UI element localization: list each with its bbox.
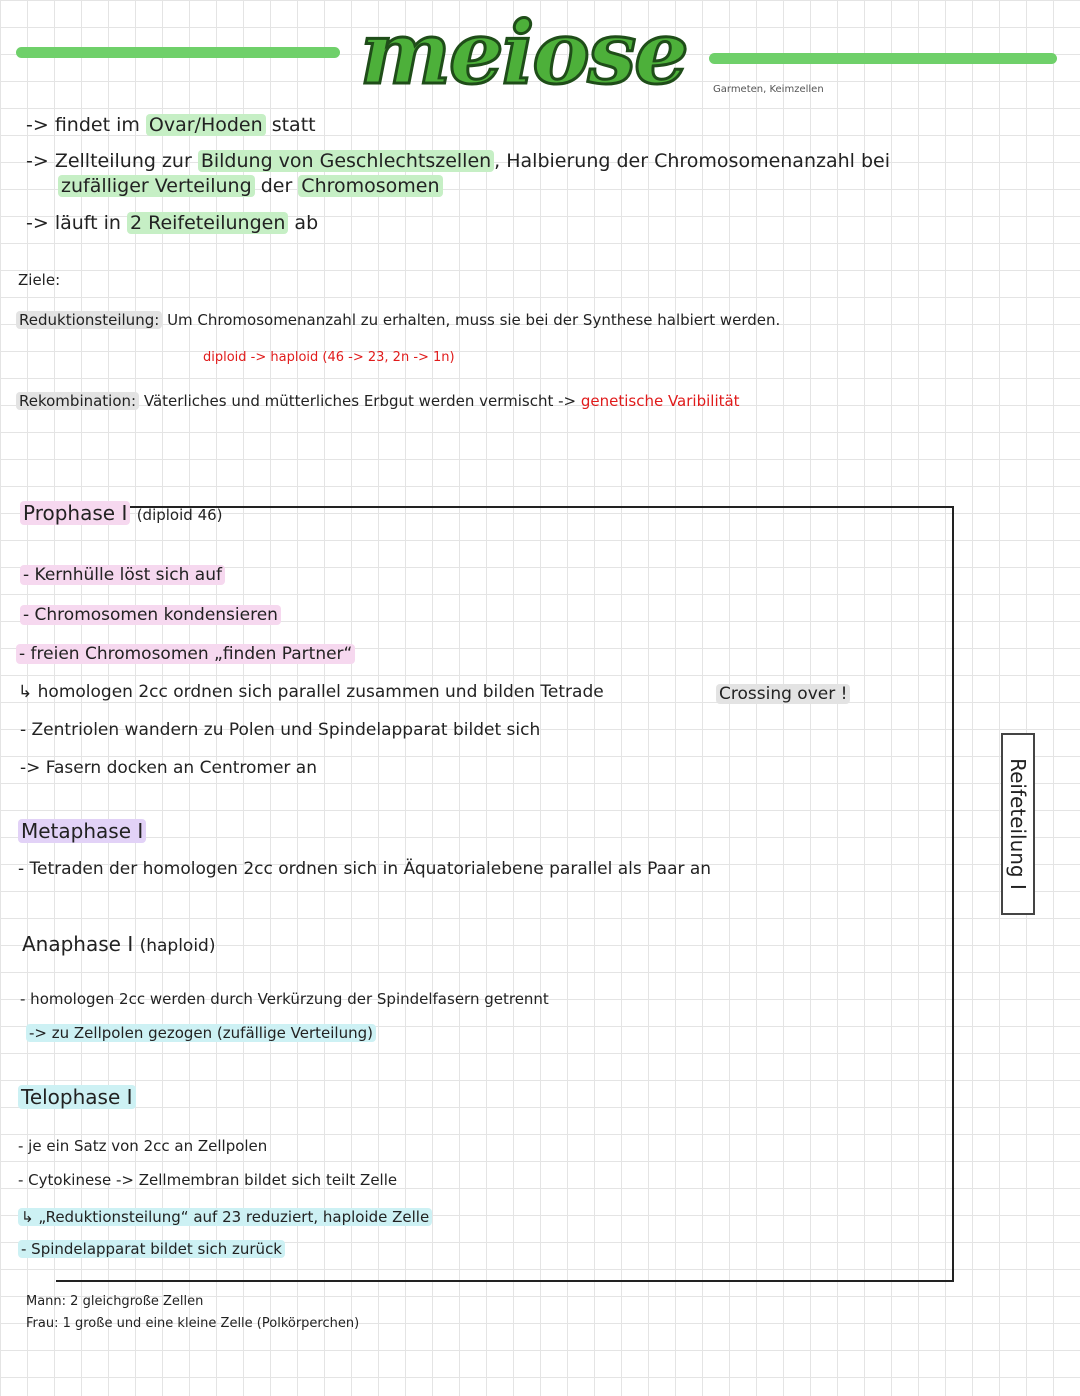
header-bar-right [709,53,1057,64]
footnote-frau: Frau: 1 große und eine kleine Zelle (Polkörperchen) [26,1316,360,1331]
prophase-item-2: - Chromosomen kondensieren [20,605,281,625]
telophase-item-1: - je ein Satz von 2cc an Zellpolen [18,1137,268,1155]
metaphase-heading [18,819,146,843]
prophase-item-1: - Kernhülle löst sich auf [20,565,225,585]
header-bar-left [16,47,340,58]
prophase-item-6: -> Fasern docken an Centromer an [20,758,318,778]
side-label: Reifeteilung I [1006,758,1030,890]
telophase-item-2: - Cytokinese -> Zellmembran bildet sich teilt Zelle [18,1171,398,1189]
intro-line-1-highlight: Ovar/Hoden [146,114,266,136]
metaphase-title: Metaphase I [18,819,146,843]
rekombination-result: genetische Varibilität [580,392,740,410]
intro-line-2 [26,150,890,172]
intro-line-3-highlight: zufälliger Verteilung [58,175,255,197]
telophase-heading [18,1085,136,1109]
prophase-item-5: - Zentriolen wandern zu Polen und Spindelapparat bildet sich [20,720,541,740]
anaphase-title: Anaphase I [22,932,134,956]
telophase-item-4: - Spindelapparat bildet sich zurück [18,1240,285,1258]
intro-line-3 [58,175,443,197]
reduktion-formula: diploid -> haploid (46 -> 23, 2n -> 1n) [203,350,455,365]
intro-line-2-pre: -> Zellteilung zur [26,150,198,172]
intro-line-2-post: , Halbierung der Chromosomenanzahl bei [494,150,890,172]
rekombination-label: Rekombination: [16,392,139,410]
anaphase-item-1: - homologen 2cc werden durch Verkürzung der Spindelfasern getrennt [20,990,549,1008]
intro-line-4-pre: -> läuft in [26,212,127,234]
anaphase-heading [22,932,215,956]
intro-line-1 [26,114,316,136]
anaphase-note: (haploid) [139,936,216,956]
page-title: meiose [360,3,687,104]
reduktion-line [16,311,780,329]
anaphase-item-2: -> zu Zellpolen gezogen (zufällige Verteilung) [26,1024,376,1042]
crossing-over-note: Crossing over ! [716,684,850,704]
intro-line-2-highlight: Bildung von Geschlechtszellen [198,150,494,172]
rekombination-line [16,392,740,410]
intro-line-4 [26,212,318,234]
prophase-item-3: - freien Chromosomen „finden Partner“ [16,644,355,664]
prophase-note: (diploid 46) [136,506,223,524]
prophase-item-4: ↳ homologen 2cc ordnen sich parallel zusammen und bilden Tetrade [18,682,604,702]
intro-line-1-post: statt [265,114,316,136]
intro-line-4-highlight: 2 Reifeteilungen [127,212,288,234]
reduktion-label: Reduktionsteilung: [16,311,162,329]
prophase-heading [20,501,223,525]
prophase-title: Prophase I [20,501,130,525]
footnote-mann: Mann: 2 gleichgroße Zellen [26,1294,204,1309]
intro-line-3-mid: der [254,175,299,197]
telophase-title: Telophase I [18,1085,136,1109]
ziele-label: Ziele: [18,271,61,289]
telophase-item-3: ↳ „Reduktionsteilung“ auf 23 reduziert, haploide Zelle [18,1208,432,1226]
reduktion-text: Um Chromosomenanzahl zu erhalten, muss sie bei der Synthese halbiert werden. [167,311,781,329]
intro-line-4-post: ab [288,212,319,234]
subtitle: Garmeten, Keimzellen [713,84,824,95]
intro-line-1-pre: -> findet im [26,114,146,136]
intro-line-3-highlight-2: Chromosomen [298,175,442,197]
rekombination-text: Väterliches und mütterliches Erbgut werden vermischt -> [143,392,577,410]
side-label-box [1001,733,1035,915]
metaphase-item-1: - Tetraden der homologen 2cc ordnen sich in Äquatorialebene parallel als Paar an [18,859,712,879]
